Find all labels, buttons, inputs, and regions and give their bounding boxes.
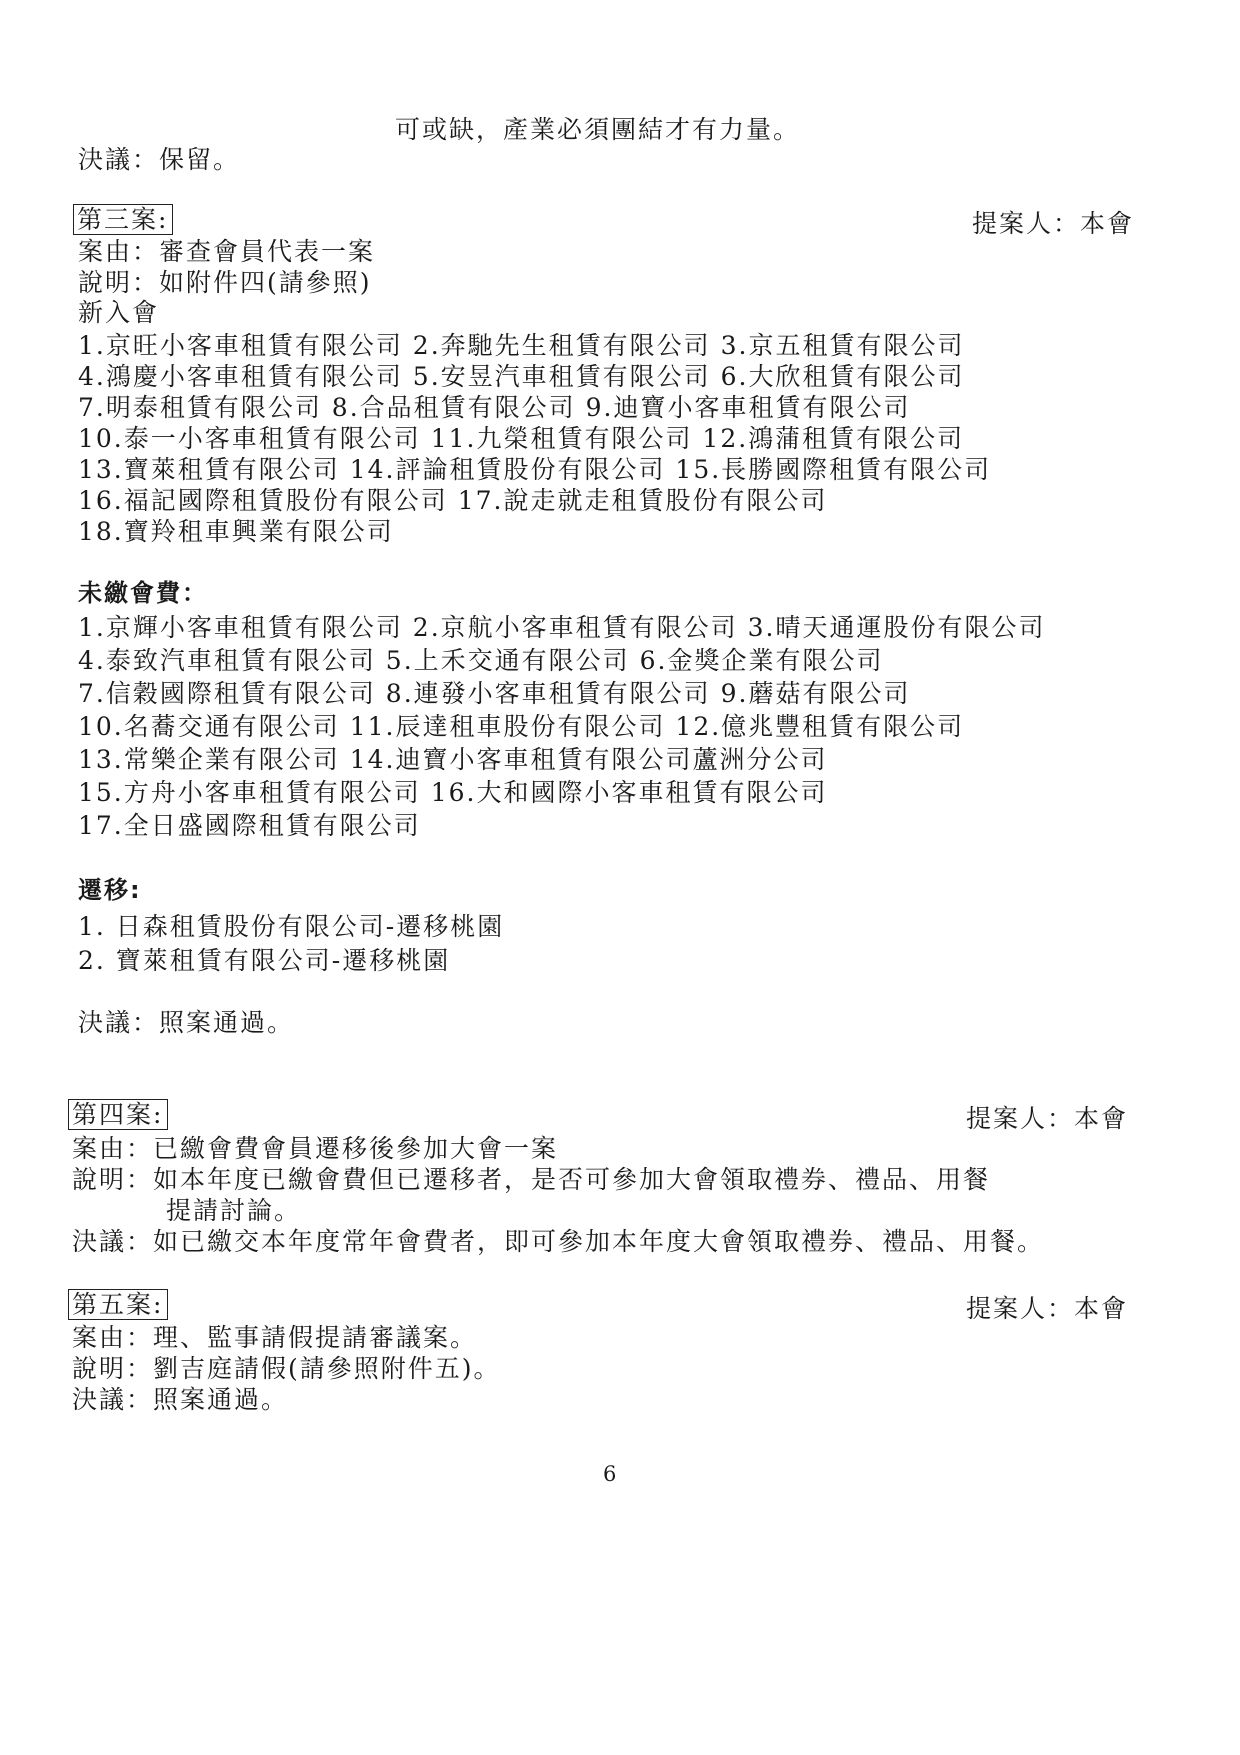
move-heading: 遷移: [78,876,142,904]
move-line: 1. 日森租賃股份有限公司-遷移桃園 [78,912,505,941]
unpaid-heading: 未繳會費： [78,579,208,607]
case3-title-box: 第三案: [73,204,173,235]
new-member-line: 1.京旺小客車租賃有限公司 2.奔馳先生租賃有限公司 3.京五租賃有限公司 [78,331,965,360]
new-member-line: 13.寶萊租賃有限公司 14.評論租賃股份有限公司 15.長勝國際租賃有限公司 [78,455,992,484]
continuation-text: 可或缺，產業必須團結才有力量。 [395,115,801,144]
unpaid-line: 4.泰致汽車租賃有限公司 5.上禾交通有限公司 6.金獎企業有限公司 [78,646,884,675]
new-member-line: 4.鴻慶小客車租賃有限公司 5.安昱汽車租賃有限公司 6.大欣租賃有限公司 [78,362,965,391]
case5-note: 說明：劉吉庭請假(請參照附件五)。 [72,1354,501,1383]
new-member-line: 16.福記國際租賃股份有限公司 17.說走就走租賃股份有限公司 [78,486,828,515]
case5-subject: 案由：理、監事請假提請審議案。 [72,1323,478,1352]
page-number: 6 [603,1462,617,1486]
unpaid-line: 7.信穀國際租賃有限公司 8.連發小客車租賃有限公司 9.蘑菇有限公司 [78,679,911,708]
case4-note: 說明：如本年度已繳會費但已遷移者，是否可參加大會領取禮券、禮品、用餐 [72,1165,991,1194]
case5-decision: 決議：照案通過。 [72,1385,289,1414]
case3-note: 說明：如附件四(請參照) [78,268,372,297]
case4-decision: 決議：如已繳交本年度常年會費者，即可參加本年度大會領取禮券、禮品、用餐。 [72,1227,1045,1256]
case4-subject: 案由：已繳會費會員遷移後參加大會一案 [72,1134,559,1163]
new-member-line: 18.寶羚租車興業有限公司 [78,517,394,546]
case4-title-box: 第四案: [68,1099,168,1130]
case4-proposer: 提案人：本會 [966,1104,1129,1133]
unpaid-line: 13.常樂企業有限公司 14.迪寶小客車租賃有限公司蘆洲分公司 [78,745,828,774]
unpaid-line: 17.全日盛國際租賃有限公司 [78,811,421,840]
unpaid-line: 1.京輝小客車租賃有限公司 2.京航小客車租賃有限公司 3.晴天通運股份有限公司 [78,613,1046,642]
case3-proposer: 提案人：本會 [972,209,1135,238]
unpaid-line: 10.名蕎交通有限公司 11.辰達租車股份有限公司 12.億兆豐租賃有限公司 [78,712,965,741]
case5-title [68,1290,168,1320]
unpaid-line: 15.方舟小客車租賃有限公司 16.大和國際小客車租賃有限公司 [78,778,828,807]
move-line: 2. 寶萊租賃有限公司-遷移桃園 [78,946,451,975]
new-member-heading: 新入會 [78,298,160,327]
new-member-line: 7.明泰租賃有限公司 8.合品租賃有限公司 9.迪寶小客車租賃有限公司 [78,393,911,422]
case5-proposer: 提案人：本會 [966,1294,1129,1323]
case4-title [68,1100,168,1130]
case3-title [73,205,173,235]
new-member-line: 10.泰一小客車租賃有限公司 11.九榮租賃有限公司 12.鴻蒲租賃有限公司 [78,424,965,453]
case3-decision: 決議：照案通過。 [78,1008,295,1037]
case5-title-box: 第五案: [68,1289,168,1320]
case3-subject: 案由：審查會員代表一案 [78,237,376,266]
case2-decision: 決議：保留。 [78,145,241,174]
case4-note-cont: 提請討論。 [166,1196,302,1225]
